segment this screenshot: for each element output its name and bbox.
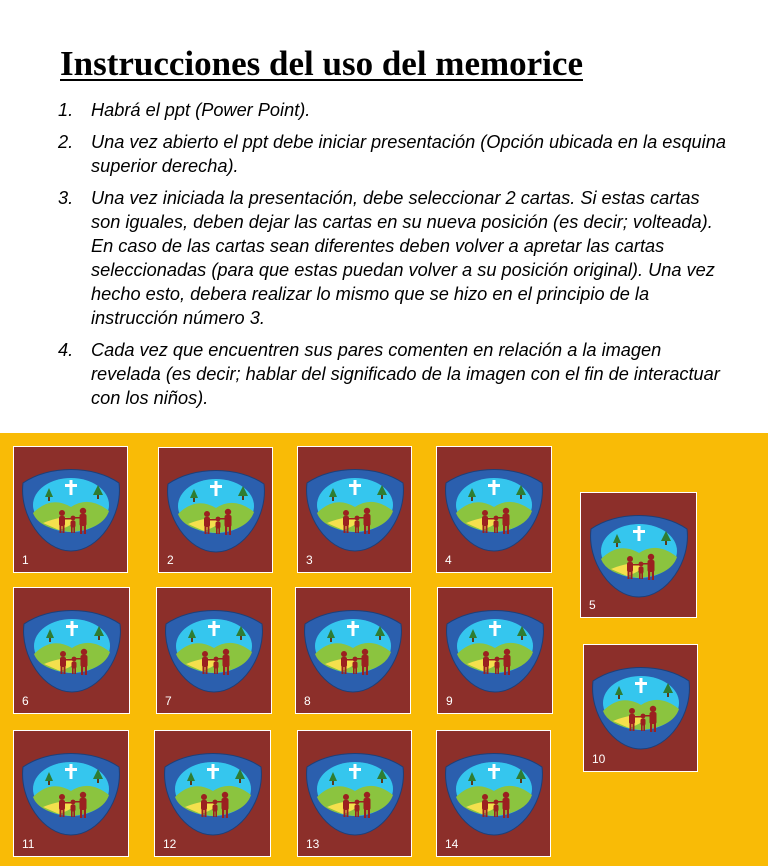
instruction-number: 2. [58,132,74,152]
family-landscape-cross-emblem [19,751,123,837]
memory-card[interactable] [154,730,271,857]
family-landscape-cross-emblem [301,608,405,694]
card-number: 9 [446,694,453,708]
memory-card[interactable] [156,587,272,714]
instruction-item [58,186,728,330]
memory-card[interactable] [297,730,412,857]
instruction-item [58,338,728,410]
card-number: 3 [306,553,313,567]
family-landscape-cross-emblem [303,751,407,837]
family-landscape-cross-emblem [20,608,124,694]
memory-card[interactable] [13,446,128,573]
instructions-list [58,98,728,418]
instruction-item [58,130,728,178]
card-number: 1 [22,553,29,567]
memory-card[interactable] [295,587,411,714]
instruction-text: Una vez abierto el ppt debe iniciar presentación (Opción ubicada en la esquina superior derecha). [91,132,726,176]
card-number: 7 [165,694,172,708]
instruction-number: 4. [58,340,74,360]
card-number: 4 [445,553,452,567]
instruction-text: Habrá el ppt (Power Point). [91,100,311,120]
family-landscape-cross-emblem [443,608,547,694]
memory-card[interactable] [437,587,553,714]
family-landscape-cross-emblem [587,513,691,599]
memory-card[interactable] [436,730,551,857]
memory-card[interactable] [583,644,698,772]
family-landscape-cross-emblem [19,467,123,553]
card-number: 14 [445,837,459,851]
family-landscape-cross-emblem [442,751,546,837]
card-number: 5 [589,598,596,612]
instruction-item [58,98,728,122]
family-landscape-cross-emblem [161,751,265,837]
memory-card[interactable] [297,446,412,573]
card-number: 11 [22,837,35,851]
instruction-number: 3. [58,188,74,208]
family-landscape-cross-emblem [589,665,693,751]
memory-card[interactable] [13,730,129,857]
instruction-text: Cada vez que encuentren sus pares comenten en relación a la imagen revelada (es decir; hablar del significado de la imagen con el fin de interactuar con los niños). [91,340,720,408]
card-number: 13 [306,837,320,851]
card-number: 2 [167,553,174,567]
memory-card[interactable] [436,446,552,573]
memory-card[interactable] [13,587,130,714]
family-landscape-cross-emblem [162,608,266,694]
memory-game-board [0,433,768,866]
card-number: 8 [304,694,311,708]
card-number: 12 [163,837,177,851]
card-number: 6 [22,694,29,708]
family-landscape-cross-emblem [303,467,407,553]
instruction-number: 1. [58,100,74,120]
memory-card[interactable] [580,492,697,618]
page-title: Instrucciones del uso del memorice [60,44,583,83]
family-landscape-cross-emblem [442,467,546,553]
family-landscape-cross-emblem [164,468,268,554]
instruction-text: Una vez iniciada la presentación, debe seleccionar 2 cartas. Si estas cartas son iguales, deben dejar las cartas en su nueva posición (es decir; volteada). En caso de las cartas sean diferentes deben volver a apretar las cartas seleccionadas (para que estas puedan volver a su posición original). Una vez hecho esto, debera realizar lo mismo que se hizo en el principio de la instrucción número 3. [91,188,715,328]
memory-card[interactable] [158,447,273,573]
card-number: 10 [592,752,606,766]
